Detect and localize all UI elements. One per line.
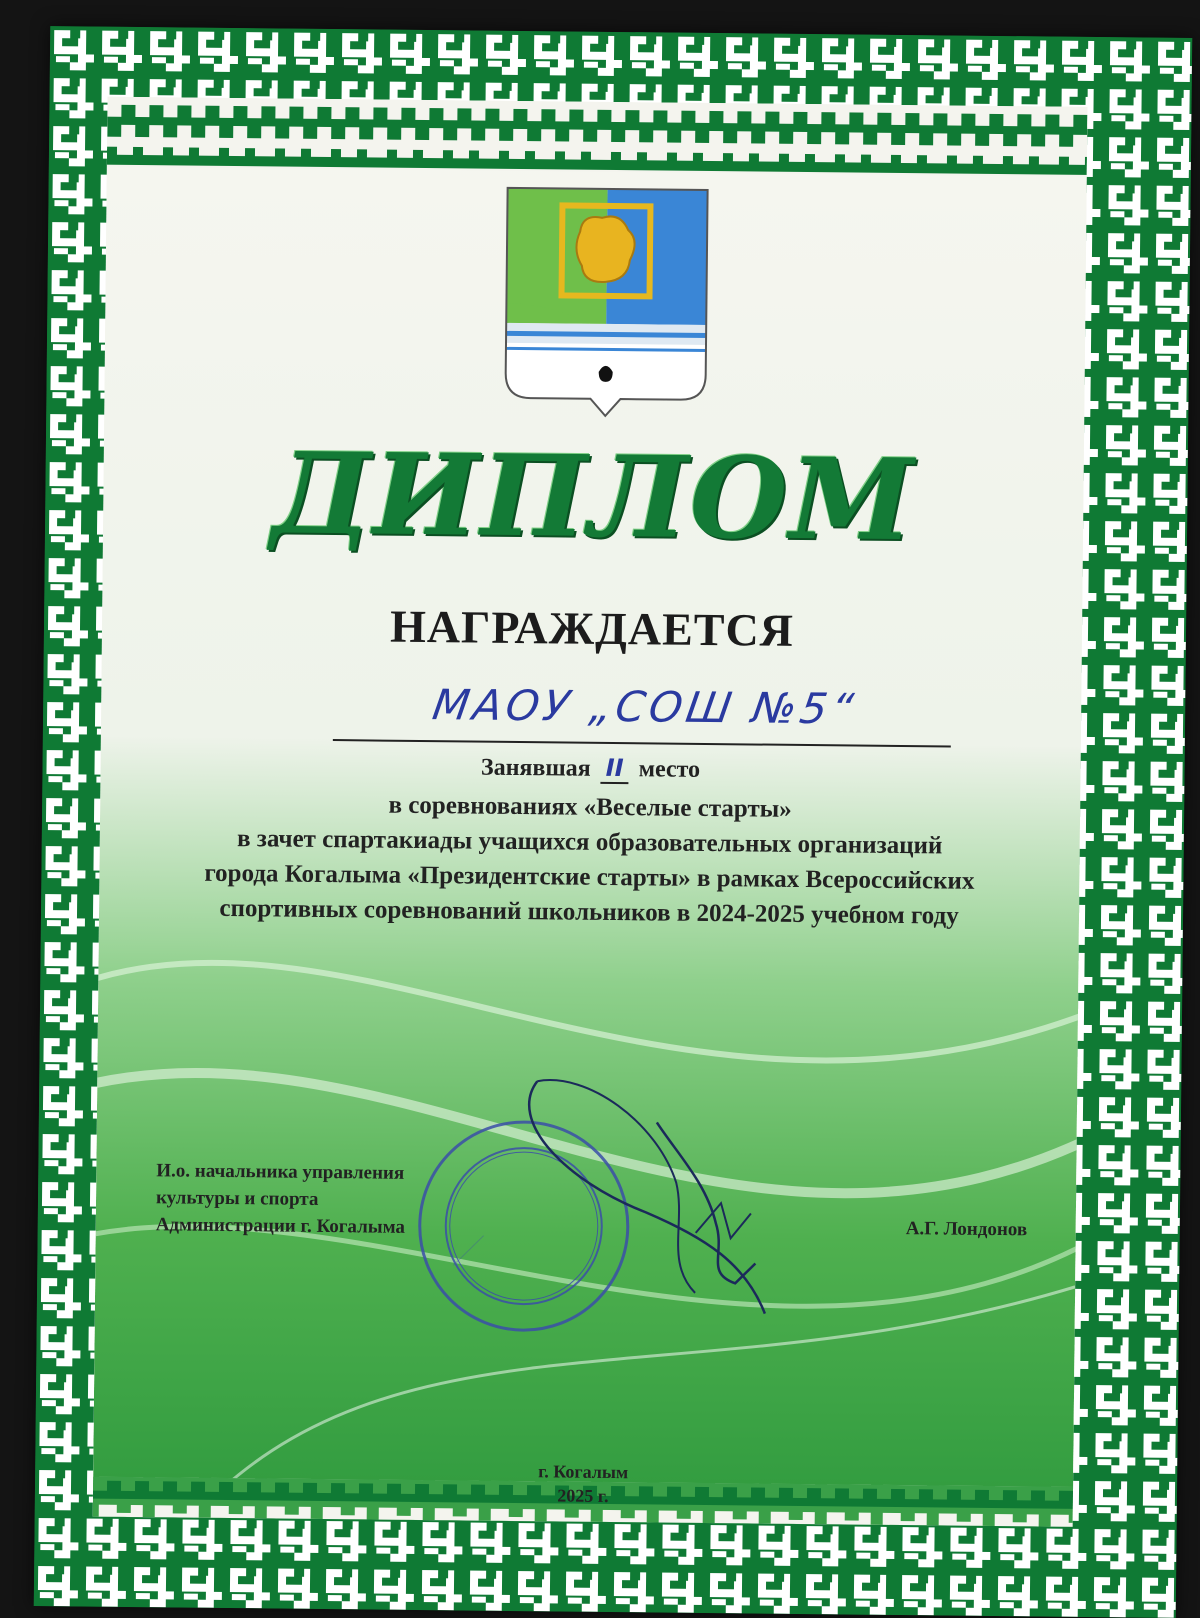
diploma-sheet bbox=[34, 26, 1192, 1618]
description-line: спортивных соревнований школьников в 2024-2025 учебном году bbox=[219, 894, 959, 930]
signatory-title-line: культуры и спорта bbox=[155, 1187, 319, 1210]
city-emblem bbox=[500, 183, 713, 430]
recipient-handwritten: МАОУ „СОШ №5“ bbox=[429, 680, 861, 734]
diploma-title: ДИПЛОМ bbox=[270, 428, 916, 567]
signatory-title-line: Администрации г. Когалыма bbox=[155, 1214, 406, 1238]
signatory-name: А.Г. Лондонов bbox=[905, 1218, 1028, 1241]
description-line: города Когалыма «Президентские старты» в рамках Всероссийских bbox=[204, 859, 975, 895]
place-line bbox=[100, 749, 1080, 789]
description-line: в зачет спартакиады учащихся образовательных организаций bbox=[236, 825, 943, 860]
place-and-year bbox=[93, 1455, 1073, 1513]
place-prefix: Занявшая bbox=[480, 754, 591, 782]
place-suffix: место bbox=[638, 756, 701, 783]
awarded-heading: НАГРАЖДАЕТСЯ bbox=[389, 600, 795, 656]
diploma-inner-panel bbox=[93, 97, 1088, 1527]
year-label: 2025 г. bbox=[557, 1485, 609, 1506]
handwritten-signature bbox=[505, 1061, 788, 1324]
place-number: II bbox=[601, 754, 629, 784]
award-description bbox=[139, 785, 1040, 934]
signatory-title-line: И.о. начальника управления bbox=[156, 1160, 405, 1184]
recipient-line bbox=[333, 679, 952, 747]
description-line: в соревнованиях «Веселые старты» bbox=[388, 791, 792, 823]
city-label: г. Когалым bbox=[538, 1461, 629, 1483]
